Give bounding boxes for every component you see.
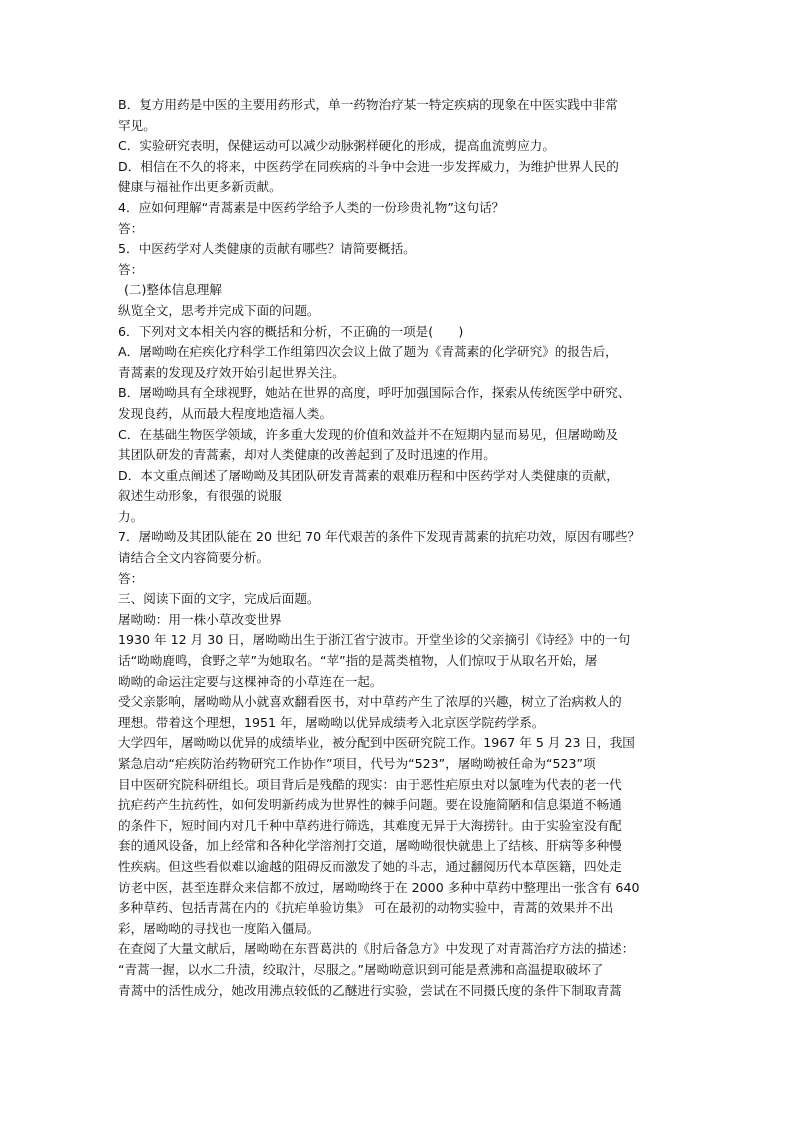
q6-option-d-line-3: 力。 xyxy=(118,508,144,524)
paragraph-4-line-1: 在查阅了大量文献后，屠呦呦在东晋葛洪的《肘后备急方》中发现了对青蒿治疗方法的描述： xyxy=(118,941,635,957)
article-title: 屠呦呦：用一株小草改变世界 xyxy=(118,611,282,627)
q6-option-d-line-2: 叙述生动形象，有很强的说服 xyxy=(118,488,282,504)
paragraph-3-line-2: 紧急启动“疟疾防治药物研究工作协作”项目，代号为“523”，屠呦呦被任命为“523”项 xyxy=(118,756,596,771)
paragraph-2-line-2: 理想。带着这个理想，1951 年，屠呦呦以优异成绩考入北京医学院药学系。 xyxy=(118,714,545,730)
paragraph-2-line-1: 受父亲影响，屠呦呦从小就喜欢翻看医书，对中草药产生了浓厚的兴趣，树立了治病救人的 xyxy=(118,694,622,710)
question-6: 6．下列对文本相关内容的概括和分析，不正确的一项是( ) xyxy=(118,323,464,339)
option-d-line-2: 健康与福祉作出更多新贡献。 xyxy=(118,179,282,195)
paragraph-3-line-1: 大学四年，屠呦呦以优异的成绩毕业，被分配到中医研究院工作。1967 年 5 月 23 日，我国 xyxy=(118,735,635,751)
question-7-line-1: 7．屠呦呦及其团队能在 20 世纪 70 年代艰苦的条件下发现青蒿素的抗疟功效，原因有哪些？ xyxy=(118,529,641,545)
paragraph-3-line-7: 性疾病。但这些看似难以逾越的阻碍反而激发了她的斗志，通过翻阅历代本草医籍，四处走 xyxy=(118,858,622,874)
paragraph-4-line-2: “青蒿一握，以水二升渍，绞取汁，尽服之。”屠呦呦意识到可能是煮沸和高温提取破坏了 xyxy=(118,961,604,977)
document-body xyxy=(118,95,688,1001)
paragraph-1-line-2: 话“呦呦鹿鸣，食野之苹”为她取名。“苹”指的是蒿类植物，人们惊叹于从取名开始，屠 xyxy=(118,653,598,669)
paragraph-3-line-4: 抗疟药产生抗药性，如何发明新药成为世界性的棘手问题。要在设施简陋和信息渠道不畅通 xyxy=(118,797,622,813)
question-5: 5．中医药学对人类健康的贡献有哪些？请简要概括。 xyxy=(118,241,416,257)
q6-option-d-line-1: D．本文重点阐述了屠呦呦及其团队研发青蒿素的艰难历程和中医药学对人类健康的贡献， xyxy=(118,467,619,483)
q6-option-c-line-1: C．在基础生物医学领域，许多重大发现的价值和效益并不在短期内显而易见，但屠呦呦及 xyxy=(118,426,618,442)
q6-option-a-line-1: A．屠呦呦在疟疾化疗科学工作组第四次会议上做了题为《青蒿素的化学研究》的报告后， xyxy=(118,344,618,360)
paragraph-1-line-3: 呦呦的命运注定要与这棵神奇的小草连在一起。 xyxy=(118,673,383,689)
section-heading-2: (二)整体信息理解 xyxy=(124,282,222,298)
option-c: C．实验研究表明，保健运动可以减少动脉粥样硬化的形成，提高血流剪应力。 xyxy=(118,138,555,154)
q6-option-a-line-2: 青蒿素的发现及疗效开始引起世界关注。 xyxy=(118,364,345,380)
paragraph-3-line-6: 套的通风设备，加上经常和各种化学溶剂打交道，屠呦呦很快就患上了结核、肝病等多种慢 xyxy=(118,838,622,854)
option-b-line-2: 罕见。 xyxy=(118,117,156,133)
paragraph-3-line-5: 的条件下，短时间内对几千种中草药进行筛选，其难度无异于大海捞针。由于实验室没有配 xyxy=(118,817,622,833)
q6-option-c-line-2: 其团队研发的青蒿素，却对人类健康的改善起到了及时迅速的作用。 xyxy=(118,447,496,463)
paragraph-3-line-8: 访老中医，甚至连群众来信都不放过，屠呦呦终于在 2000 多种中草药中整理出一张含有 640 xyxy=(118,879,640,895)
question-4: 4．应如何理解“青蒿素是中医药学给予人类的一份珍贵礼物”这句话？ xyxy=(118,199,505,215)
option-b-line-1: B．复方用药是中医的主要用药形式，单一药物治疗某一特定疾病的现象在中医实践中非常 xyxy=(118,97,618,112)
answer-label-7: 答： xyxy=(118,570,144,586)
paragraph-3-line-3: 目中医研究院科研组长。项目背后是残酷的现实：由于恶性疟原虫对以氯喹为代表的老一代 xyxy=(118,776,622,792)
answer-label-5: 答： xyxy=(118,261,144,277)
section-instruction: 纵览全文，思考并完成下面的问题。 xyxy=(118,302,320,318)
paragraph-1-line-1: 1930 年 12 月 30 日，屠呦呦出生于浙江省宁波市。开堂坐诊的父亲摘引《诗经》中的一句 xyxy=(118,632,631,648)
question-7-line-2: 请结合全文内容简要分析。 xyxy=(118,550,270,566)
q6-option-b-line-1: B．屠呦呦具有全球视野，她站在世界的高度，呼吁加强国际合作，探索从传统医学中研究、 xyxy=(118,385,631,401)
section-heading-3: 三、阅读下面的文字，完成后面题。 xyxy=(118,591,320,607)
answer-label-4: 答： xyxy=(118,220,144,236)
paragraph-3-line-10: 彩，屠呦呦的寻找也一度陷入僵局。 xyxy=(118,920,320,936)
option-d-line-1: D．相信在不久的将来，中医药学在同疾病的斗争中会进一步发挥威力，为维护世界人民的 xyxy=(118,158,619,174)
paragraph-3-line-9: 多种草药、包括青蒿在内的《抗疟单验访集》 可在最初的动物实验中，青蒿的效果并不出 xyxy=(118,900,614,916)
q6-option-b-line-2: 发现良药，从而最大程度地造福人类。 xyxy=(118,405,333,421)
paragraph-4-line-3: 青蒿中的活性成分，她改用沸点较低的乙醚进行实验，尝试在不同摄氏度的条件下制取青蒿 xyxy=(118,982,622,998)
